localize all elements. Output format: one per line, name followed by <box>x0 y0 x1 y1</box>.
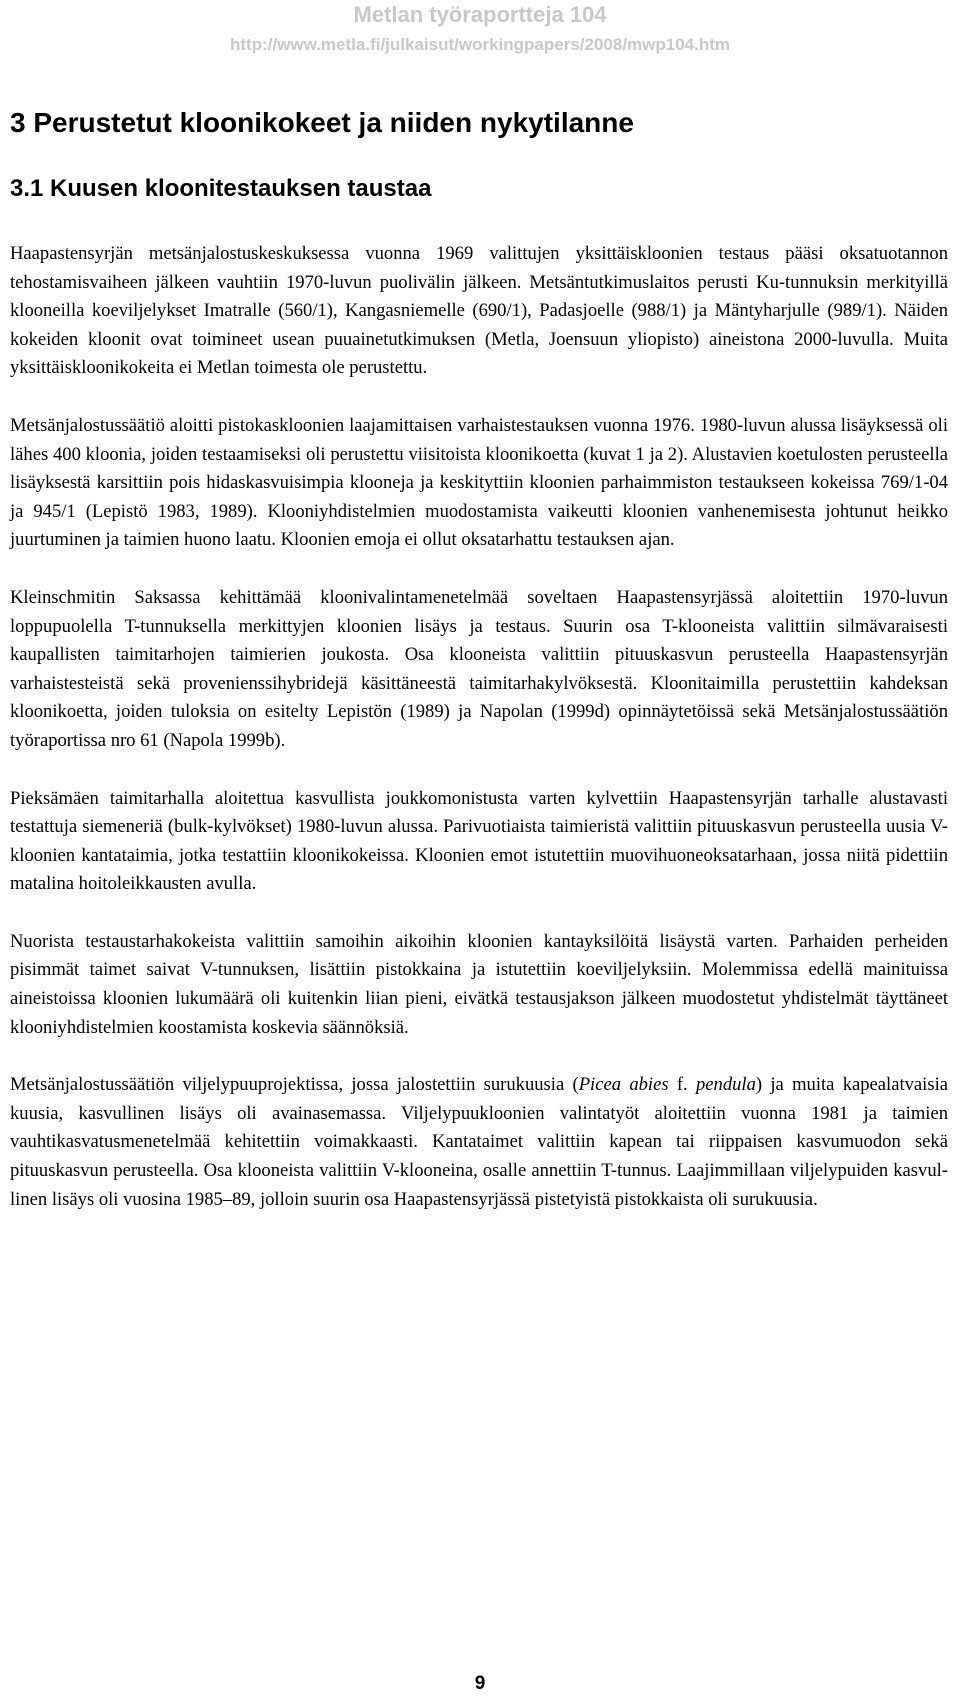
chapter-heading: 3 Perustetut kloonikokeet ja niiden nykytilanne <box>10 107 634 138</box>
paragraph-2: Metsänjalostussäätiö aloitti pistokaskloonien laajamittaisen varhaistestauksen vuonna 1976. 1980-luvun alussa lisäyksessä oli lähes 400 kloonia, joiden testaamiseksi oli perustettu viisitoista kloonikoetta (kuvat 1 ja 2). Alustavien koetulosten perusteella lisäyksestä karsittiin pois hidaskasvuisimpia klooneja ja keskityttiin kloonien parhaimmiston testaukseen kokeissa 769/1-04 ja 945/1 (Lepistö 1983, 1989). Klooniyhdistelmien muodostamista vaikeutti kloonien vanhenemisesta johtunut heikko juurtuminen ja taimien huono laatu. Kloonien emoja ei ollut oksatarhattu testauksen ajan. <box>10 414 948 551</box>
paragraph-1: Haapastensyrjän metsänjalostuskeskuksessa vuonna 1969 valittujen yksittäiskloonien testaus pääsi oksatuotannon tehostamisvaiheen jälkeen vauhtiin 1970-luvun puolivälin jälkeen. Metsäntutkimuslaitos perusti Ku-tunnuksin merkityillä klooneilla koeviljelykset Imatralle (560/1), Kangasniemelle (690/1), Padasjoelle (988/1) ja Mäntyharjulle (989/1). Näiden kokeiden kloonit ovat toimineet usean puuainetutkimuksen (Metla, Joensuun yliopisto) aineistona 2000-luvulla. Muita yksittäiskloonikokeita ei Metlan toimesta ole perustettu. <box>10 243 948 379</box>
page-number: 9 <box>474 1673 486 1694</box>
series-title: Metlan työraportteja 104 <box>353 2 607 27</box>
paragraph-3: Kleinschmitin Saksassa kehittämää kloonivalintamenetelmää soveltaen Haapastensyrjässä aloitettiin 1970-luvun loppupuolella T-tunnuksella merkittyjen kloonien lisäys ja testaus. Suurin osa T-klooneista valittiin silmävaraisesti kaupallisten taimitarhojen taimierien joukosta. Osa klooneista valittiin pituuskasvun perusteella Haapastensyrjän varhaistesteistä sekä provenienssihybridejä käsittäneestä taimitarhakylvöksestä. Kloonitaimilla perustettiin kahdeksan kloonikoetta, joiden tuloksia on esitelty Lepistön (1989) ja Napolan (1999d) opinnäytetöissä sekä Metsänjalostussäätiön työraportissa nro 61 (Napola 1999b). <box>10 586 948 751</box>
species-name: Picea abies <box>578 1074 669 1096</box>
paragraph-5: Nuorista testaustarhakokeista valittiin samoihin aikoihin kloonien kantayksilöitä lisäystä varten. Parhaiden perheiden pisimmät taimet saivat V-tunnuksen, lisättiin pistokkaina ja istutettiin koeviljelyksiin. Molemmissa edellä mainituissa aineistoissa kloonien lukumäärä oli kuitenkin liian pieni, eivätkä testausjakson jälkeen muodostetut yhdistelmät täyttäneet klooniyhdistelmien koostamista koskevia säännöksiä. <box>10 930 948 1038</box>
paragraph-4: Pieksämäen taimitarhalla aloitettua kasvullista joukkomonistusta varten kylvettiin Haapastensyrjän tarhalle alustavasti testattuja siemeneriä (bulk-kylvökset) 1980-luvun alussa. Parivuotiaista taimieristä valittiin pituuskasvun perusteella uusia V-kloonien kantataimia, jotka testattiin kloonikokeissa. Kloonien emot istutettiin muovihuoneoksatarhaan, jossa niitä pidettiin matalina hoitoleikkausten avulla. <box>10 787 948 895</box>
form-name: pendula <box>695 1074 756 1096</box>
form-abbrev: f. <box>668 1074 696 1096</box>
section-heading: 3.1 Kuusen kloonitestauksen taustaa <box>10 175 432 202</box>
header-url: http://www.metla.fi/julkaisut/workingpapers/2008/mwp104.htm <box>229 35 731 54</box>
paragraph-6-end: ) ja muita kapealatvaisia kuusia, kasvullinen lisäys oli avainasemassa. Viljelypuukloonien valintatyöt aloitettiin vuonna 1981 ja taimien vauhtikasvatusmenetelmää kehitettiin voimakkaasti. Kantataimet valittiin kapean tai riippaisen kasvumuodon sekä pituuskasvun perusteella. Osa klooneista valittiin V-klooneina, osalle annettiin T-tunnus. Laajimmillaan viljelypuiden kasvullinen lisäys oli vuosina 1985–89, jolloin suurin osa Haapastensyrjässä pistetyistä pistokkaista oli surukuusia. <box>10 1074 949 1210</box>
paragraph-6-start: Metsänjalostussäätiön viljelypuuprojektissa, jossa jalostettiin surukuusia ( <box>10 1074 579 1096</box>
body-text <box>10 240 948 1243</box>
paragraph-6 <box>10 1071 948 1214</box>
